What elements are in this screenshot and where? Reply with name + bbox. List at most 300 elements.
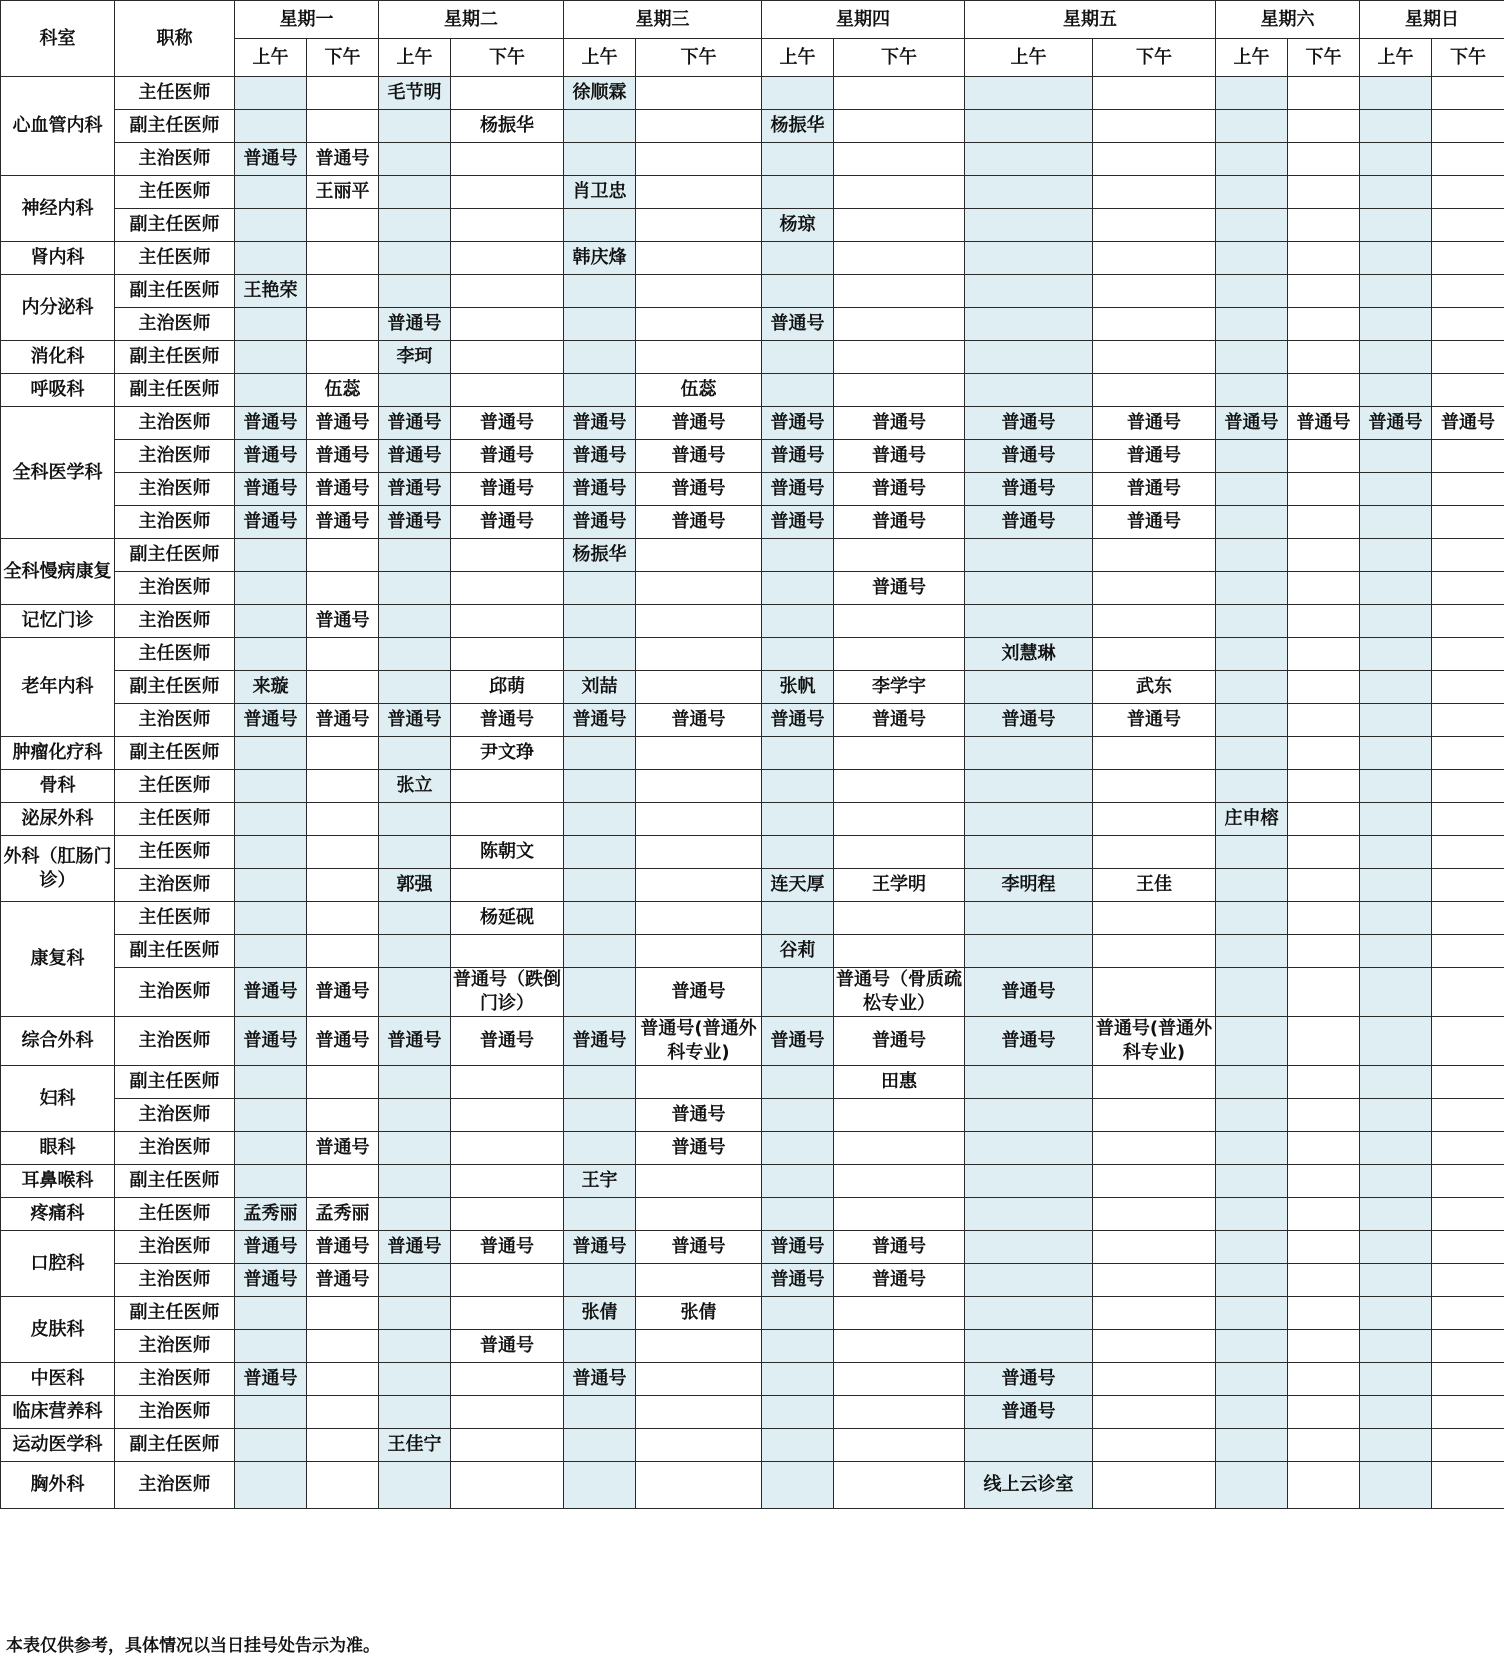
slot-cell: 毛节明 bbox=[379, 77, 451, 110]
slot-cell bbox=[1288, 836, 1360, 869]
slot-cell bbox=[1093, 110, 1216, 143]
slot-cell: 普通号 bbox=[379, 473, 451, 506]
slot-cell: 普通号 bbox=[564, 1363, 636, 1396]
am-header: 上午 bbox=[762, 39, 834, 77]
slot-cell bbox=[451, 77, 564, 110]
slot-cell bbox=[235, 770, 307, 803]
slot-cell: 普通号 bbox=[307, 440, 379, 473]
slot-cell bbox=[1432, 902, 1504, 935]
slot-cell bbox=[1288, 935, 1360, 968]
dept-cell: 记忆门诊 bbox=[1, 605, 115, 638]
slot-cell bbox=[235, 836, 307, 869]
title-cell: 副主任医师 bbox=[115, 374, 235, 407]
slot-cell bbox=[1288, 572, 1360, 605]
slot-cell bbox=[636, 836, 762, 869]
dept-cell: 妇科 bbox=[1, 1066, 115, 1132]
slot-cell bbox=[1432, 935, 1504, 968]
slot-cell bbox=[1360, 968, 1432, 1017]
slot-cell bbox=[636, 209, 762, 242]
slot-cell: 普通号 bbox=[762, 440, 834, 473]
slot-cell: 普通号 bbox=[1093, 440, 1216, 473]
slot-cell bbox=[762, 1198, 834, 1231]
title-cell: 主治医师 bbox=[115, 308, 235, 341]
slot-cell: 普通号 bbox=[762, 1264, 834, 1297]
title-cell: 主治医师 bbox=[115, 1017, 235, 1066]
slot-cell bbox=[235, 1066, 307, 1099]
slot-cell bbox=[1093, 1066, 1216, 1099]
slot-cell: 普通号 bbox=[379, 1017, 451, 1066]
slot-cell: 普通号 bbox=[834, 473, 965, 506]
slot-cell bbox=[307, 572, 379, 605]
slot-cell bbox=[1288, 869, 1360, 902]
slot-cell bbox=[235, 1099, 307, 1132]
slot-cell bbox=[636, 275, 762, 308]
slot-cell bbox=[564, 1132, 636, 1165]
slot-cell bbox=[636, 770, 762, 803]
slot-cell bbox=[1093, 803, 1216, 836]
slot-cell bbox=[1432, 671, 1504, 704]
slot-cell: 孟秀丽 bbox=[235, 1198, 307, 1231]
title-cell: 主治医师 bbox=[115, 1264, 235, 1297]
table-row bbox=[1, 1396, 1504, 1429]
slot-cell bbox=[1216, 968, 1288, 1017]
slot-cell bbox=[1360, 275, 1432, 308]
slot-cell bbox=[1432, 143, 1504, 176]
slot-cell bbox=[451, 869, 564, 902]
title-cell: 副主任医师 bbox=[115, 1297, 235, 1330]
pm-header: 下午 bbox=[451, 39, 564, 77]
slot-cell bbox=[379, 968, 451, 1017]
slot-cell bbox=[965, 77, 1093, 110]
slot-cell bbox=[1360, 1198, 1432, 1231]
slot-cell bbox=[834, 902, 965, 935]
table-row bbox=[1, 1099, 1504, 1132]
pm-header: 下午 bbox=[307, 39, 379, 77]
slot-cell bbox=[1288, 1330, 1360, 1363]
slot-cell bbox=[965, 605, 1093, 638]
slot-cell bbox=[1288, 1017, 1360, 1066]
slot-cell: 普通号 bbox=[235, 704, 307, 737]
slot-cell bbox=[1360, 836, 1432, 869]
slot-cell: 伍蕊 bbox=[307, 374, 379, 407]
slot-cell bbox=[1216, 1066, 1288, 1099]
slot-cell: 刘慧琳 bbox=[965, 638, 1093, 671]
slot-cell bbox=[235, 803, 307, 836]
slot-cell bbox=[834, 1462, 965, 1509]
slot-cell bbox=[1216, 1017, 1288, 1066]
slot-cell bbox=[834, 737, 965, 770]
day-header: 星期一 bbox=[235, 1, 379, 39]
title-cell: 主治医师 bbox=[115, 407, 235, 440]
slot-cell bbox=[451, 176, 564, 209]
slot-cell bbox=[307, 1462, 379, 1509]
slot-cell bbox=[1432, 737, 1504, 770]
slot-cell bbox=[451, 209, 564, 242]
slot-cell bbox=[1432, 1462, 1504, 1509]
slot-cell bbox=[564, 110, 636, 143]
slot-cell bbox=[451, 374, 564, 407]
table-row bbox=[1, 308, 1504, 341]
slot-cell bbox=[636, 1462, 762, 1509]
slot-cell: 普通号 bbox=[307, 1017, 379, 1066]
slot-cell bbox=[1432, 506, 1504, 539]
dept-cell: 皮肤科 bbox=[1, 1297, 115, 1363]
slot-cell bbox=[762, 572, 834, 605]
slot-cell bbox=[379, 638, 451, 671]
table-row bbox=[1, 1264, 1504, 1297]
table-row bbox=[1, 935, 1504, 968]
title-cell: 主治医师 bbox=[115, 869, 235, 902]
slot-cell: 伍蕊 bbox=[636, 374, 762, 407]
slot-cell bbox=[451, 572, 564, 605]
slot-cell: 普通号 bbox=[379, 704, 451, 737]
slot-cell bbox=[1216, 209, 1288, 242]
slot-cell: 普通号 bbox=[965, 968, 1093, 1017]
slot-cell bbox=[564, 803, 636, 836]
slot-cell bbox=[762, 242, 834, 275]
slot-cell: 普通号 bbox=[834, 1231, 965, 1264]
slot-cell bbox=[1093, 1297, 1216, 1330]
title-cell: 副主任医师 bbox=[115, 935, 235, 968]
slot-cell bbox=[564, 1264, 636, 1297]
slot-cell bbox=[307, 308, 379, 341]
slot-cell bbox=[1432, 1363, 1504, 1396]
slot-cell bbox=[834, 1132, 965, 1165]
slot-cell: 普通号 bbox=[451, 1017, 564, 1066]
slot-cell: 普通号 bbox=[1288, 407, 1360, 440]
dept-cell: 肾内科 bbox=[1, 242, 115, 275]
slot-cell bbox=[762, 1099, 834, 1132]
slot-cell bbox=[1360, 1165, 1432, 1198]
table-row bbox=[1, 770, 1504, 803]
slot-cell bbox=[762, 836, 834, 869]
title-cell: 副主任医师 bbox=[115, 737, 235, 770]
slot-cell bbox=[1360, 1297, 1432, 1330]
slot-cell: 普通号 bbox=[636, 968, 762, 1017]
slot-cell bbox=[1432, 1066, 1504, 1099]
table-row bbox=[1, 209, 1504, 242]
slot-cell bbox=[1432, 1429, 1504, 1462]
slot-cell bbox=[1360, 1429, 1432, 1462]
slot-cell bbox=[1288, 1396, 1360, 1429]
slot-cell bbox=[1093, 1132, 1216, 1165]
slot-cell: 王丽平 bbox=[307, 176, 379, 209]
slot-cell bbox=[965, 1264, 1093, 1297]
title-cell: 副主任医师 bbox=[115, 209, 235, 242]
slot-cell bbox=[1432, 539, 1504, 572]
slot-cell bbox=[1288, 176, 1360, 209]
slot-cell bbox=[834, 1429, 965, 1462]
slot-cell bbox=[451, 770, 564, 803]
slot-cell: 普通号 bbox=[636, 407, 762, 440]
slot-cell bbox=[762, 968, 834, 1017]
slot-cell: 普通号 bbox=[762, 1231, 834, 1264]
slot-cell bbox=[1432, 1297, 1504, 1330]
slot-cell bbox=[1216, 242, 1288, 275]
slot-cell bbox=[1288, 539, 1360, 572]
day-header: 星期三 bbox=[564, 1, 762, 39]
slot-cell bbox=[762, 77, 834, 110]
dept-cell: 消化科 bbox=[1, 341, 115, 374]
slot-cell: 王佳 bbox=[1093, 869, 1216, 902]
slot-cell bbox=[834, 605, 965, 638]
slot-cell bbox=[1288, 473, 1360, 506]
slot-cell bbox=[636, 308, 762, 341]
title-cell: 主治医师 bbox=[115, 440, 235, 473]
slot-cell bbox=[1216, 77, 1288, 110]
slot-cell bbox=[307, 902, 379, 935]
slot-cell bbox=[1216, 440, 1288, 473]
title-cell: 主治医师 bbox=[115, 1231, 235, 1264]
slot-cell bbox=[1216, 1099, 1288, 1132]
slot-cell bbox=[636, 671, 762, 704]
slot-cell bbox=[1432, 242, 1504, 275]
dept-cell: 康复科 bbox=[1, 902, 115, 1017]
slot-cell: 普通号 bbox=[636, 473, 762, 506]
slot-cell bbox=[307, 539, 379, 572]
slot-cell bbox=[636, 1066, 762, 1099]
slot-cell bbox=[564, 308, 636, 341]
slot-cell bbox=[965, 275, 1093, 308]
slot-cell bbox=[451, 1297, 564, 1330]
slot-cell bbox=[1093, 242, 1216, 275]
slot-cell bbox=[235, 308, 307, 341]
table-row bbox=[1, 143, 1504, 176]
slot-cell: 郭强 bbox=[379, 869, 451, 902]
slot-cell bbox=[1432, 1231, 1504, 1264]
slot-cell bbox=[1432, 1165, 1504, 1198]
table-row bbox=[1, 1066, 1504, 1099]
slot-cell bbox=[965, 803, 1093, 836]
title-cell: 副主任医师 bbox=[115, 1429, 235, 1462]
slot-cell bbox=[307, 1297, 379, 1330]
slot-cell bbox=[1432, 308, 1504, 341]
am-header: 上午 bbox=[965, 39, 1093, 77]
slot-cell bbox=[1093, 770, 1216, 803]
slot-cell bbox=[636, 572, 762, 605]
slot-cell: 普通号 bbox=[235, 143, 307, 176]
slot-cell bbox=[965, 770, 1093, 803]
slot-cell bbox=[1360, 1231, 1432, 1264]
title-cell: 副主任医师 bbox=[115, 539, 235, 572]
slot-cell bbox=[379, 1066, 451, 1099]
slot-cell bbox=[1216, 1165, 1288, 1198]
slot-cell bbox=[1216, 308, 1288, 341]
slot-cell bbox=[1432, 836, 1504, 869]
slot-cell bbox=[379, 1264, 451, 1297]
slot-cell bbox=[965, 242, 1093, 275]
slot-cell bbox=[1360, 209, 1432, 242]
slot-cell: 普通号 bbox=[451, 704, 564, 737]
slot-cell: 普通号 bbox=[834, 506, 965, 539]
table-row bbox=[1, 242, 1504, 275]
table-row bbox=[1, 1297, 1504, 1330]
title-cell: 主治医师 bbox=[115, 1330, 235, 1363]
slot-cell bbox=[451, 143, 564, 176]
slot-cell bbox=[1432, 605, 1504, 638]
slot-cell bbox=[1432, 110, 1504, 143]
slot-cell bbox=[379, 737, 451, 770]
slot-cell bbox=[1360, 902, 1432, 935]
slot-cell: 普通号 bbox=[564, 704, 636, 737]
slot-cell bbox=[834, 1363, 965, 1396]
slot-cell: 连天厚 bbox=[762, 869, 834, 902]
slot-cell bbox=[1216, 572, 1288, 605]
title-cell: 副主任医师 bbox=[115, 341, 235, 374]
slot-cell bbox=[1360, 704, 1432, 737]
slot-cell: 普通号 bbox=[834, 440, 965, 473]
title-cell: 主治医师 bbox=[115, 473, 235, 506]
slot-cell bbox=[834, 77, 965, 110]
table-row bbox=[1, 638, 1504, 671]
slot-cell bbox=[379, 1099, 451, 1132]
slot-cell: 普通号 bbox=[834, 407, 965, 440]
slot-cell bbox=[965, 1066, 1093, 1099]
slot-cell bbox=[451, 1462, 564, 1509]
slot-cell bbox=[762, 176, 834, 209]
title-header: 职称 bbox=[115, 1, 235, 77]
slot-cell bbox=[379, 374, 451, 407]
slot-cell bbox=[451, 1198, 564, 1231]
dept-cell: 内分泌科 bbox=[1, 275, 115, 341]
slot-cell: 普通号 bbox=[1360, 407, 1432, 440]
slot-cell bbox=[1093, 737, 1216, 770]
table-row bbox=[1, 77, 1504, 110]
slot-cell bbox=[307, 110, 379, 143]
slot-cell bbox=[307, 341, 379, 374]
dept-cell: 临床营养科 bbox=[1, 1396, 115, 1429]
slot-cell bbox=[1432, 1396, 1504, 1429]
slot-cell: 杨振华 bbox=[451, 110, 564, 143]
slot-cell bbox=[636, 539, 762, 572]
slot-cell bbox=[1216, 704, 1288, 737]
slot-cell: 普通号 bbox=[564, 1231, 636, 1264]
slot-cell: 普通号 bbox=[379, 407, 451, 440]
slot-cell: 普通号 bbox=[762, 704, 834, 737]
slot-cell: 普通号 bbox=[235, 506, 307, 539]
slot-cell: 普通号 bbox=[1093, 506, 1216, 539]
slot-cell bbox=[636, 143, 762, 176]
slot-cell bbox=[1360, 242, 1432, 275]
slot-cell bbox=[379, 209, 451, 242]
am-header: 上午 bbox=[1360, 39, 1432, 77]
slot-cell: 普通号 bbox=[451, 506, 564, 539]
title-cell: 主治医师 bbox=[115, 605, 235, 638]
slot-cell: 普通号 bbox=[379, 308, 451, 341]
slot-cell bbox=[307, 671, 379, 704]
table-row bbox=[1, 1231, 1504, 1264]
slot-cell bbox=[834, 539, 965, 572]
slot-cell bbox=[762, 1396, 834, 1429]
slot-cell bbox=[636, 935, 762, 968]
slot-cell bbox=[834, 1297, 965, 1330]
slot-cell bbox=[235, 539, 307, 572]
slot-cell bbox=[1216, 341, 1288, 374]
slot-cell bbox=[379, 902, 451, 935]
table-row bbox=[1, 110, 1504, 143]
slot-cell bbox=[1288, 308, 1360, 341]
title-cell: 主任医师 bbox=[115, 836, 235, 869]
slot-cell bbox=[564, 275, 636, 308]
slot-cell bbox=[1093, 1099, 1216, 1132]
slot-cell: 张立 bbox=[379, 770, 451, 803]
slot-cell bbox=[1288, 77, 1360, 110]
slot-cell bbox=[1093, 968, 1216, 1017]
slot-cell bbox=[1432, 341, 1504, 374]
slot-cell bbox=[1432, 1264, 1504, 1297]
slot-cell bbox=[1093, 572, 1216, 605]
slot-cell: 李珂 bbox=[379, 341, 451, 374]
slot-cell bbox=[1216, 671, 1288, 704]
slot-cell: 普通号 bbox=[834, 704, 965, 737]
slot-cell: 普通号 bbox=[965, 407, 1093, 440]
slot-cell bbox=[235, 1396, 307, 1429]
slot-cell: 普通号 bbox=[235, 968, 307, 1017]
dept-cell: 外科（肛肠门诊） bbox=[1, 836, 115, 902]
title-cell: 副主任医师 bbox=[115, 110, 235, 143]
slot-cell bbox=[564, 968, 636, 1017]
slot-cell bbox=[564, 836, 636, 869]
slot-cell bbox=[1288, 506, 1360, 539]
slot-cell bbox=[1360, 737, 1432, 770]
table-row bbox=[1, 1165, 1504, 1198]
slot-cell bbox=[965, 935, 1093, 968]
slot-cell bbox=[379, 836, 451, 869]
slot-cell: 杨振华 bbox=[564, 539, 636, 572]
pm-header: 下午 bbox=[636, 39, 762, 77]
dept-cell: 耳鼻喉科 bbox=[1, 1165, 115, 1198]
slot-cell bbox=[834, 803, 965, 836]
slot-cell bbox=[1093, 935, 1216, 968]
slot-cell bbox=[636, 803, 762, 836]
slot-cell: 王佳宁 bbox=[379, 1429, 451, 1462]
slot-cell: 普通号 bbox=[235, 440, 307, 473]
slot-cell bbox=[379, 1198, 451, 1231]
slot-cell: 普通号 bbox=[1216, 407, 1288, 440]
slot-cell bbox=[235, 1132, 307, 1165]
table-row bbox=[1, 737, 1504, 770]
slot-cell bbox=[564, 737, 636, 770]
slot-cell bbox=[636, 176, 762, 209]
slot-cell: 普通号 bbox=[1093, 407, 1216, 440]
slot-cell bbox=[636, 1264, 762, 1297]
title-cell: 主治医师 bbox=[115, 968, 235, 1017]
am-header: 上午 bbox=[379, 39, 451, 77]
title-cell: 主治医师 bbox=[115, 1099, 235, 1132]
pm-header: 下午 bbox=[1093, 39, 1216, 77]
slot-cell bbox=[636, 638, 762, 671]
table-row bbox=[1, 440, 1504, 473]
slot-cell bbox=[379, 803, 451, 836]
table-row bbox=[1, 1330, 1504, 1363]
slot-cell: 张倩 bbox=[636, 1297, 762, 1330]
slot-cell bbox=[965, 308, 1093, 341]
slot-cell bbox=[834, 176, 965, 209]
slot-cell bbox=[1360, 671, 1432, 704]
slot-cell bbox=[834, 209, 965, 242]
slot-cell bbox=[1432, 1330, 1504, 1363]
slot-cell bbox=[451, 1363, 564, 1396]
title-cell: 主任医师 bbox=[115, 1198, 235, 1231]
slot-cell bbox=[762, 1066, 834, 1099]
slot-cell bbox=[451, 308, 564, 341]
slot-cell bbox=[564, 638, 636, 671]
slot-cell: 张帆 bbox=[762, 671, 834, 704]
table-row bbox=[1, 374, 1504, 407]
slot-cell bbox=[1360, 1132, 1432, 1165]
slot-cell bbox=[235, 572, 307, 605]
slot-cell bbox=[1360, 1396, 1432, 1429]
